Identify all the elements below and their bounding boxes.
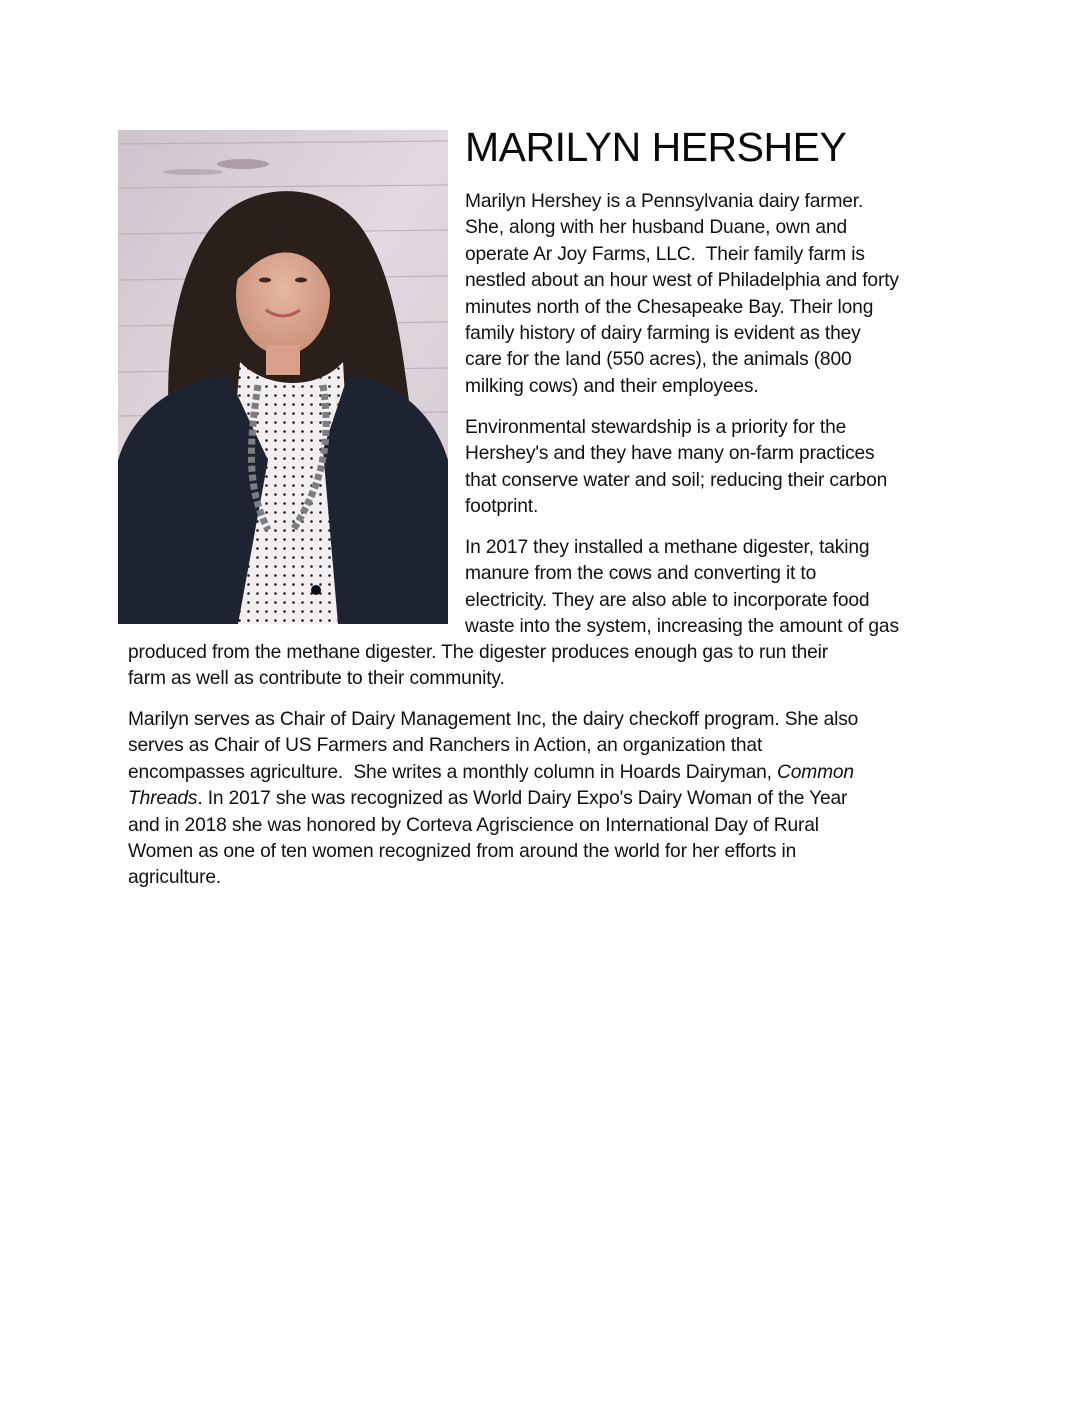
text-line: waste into the system, increasing the amount of gas: [465, 616, 899, 638]
text-line: She, along with her husband Duane, own and: [465, 217, 847, 239]
text-line: produced from the methane digester. The digester produces enough gas to run their: [128, 642, 829, 663]
text-line: In 2017 they installed a methane digester, taking: [465, 537, 870, 558]
bio-paragraph-environment: [465, 415, 965, 521]
text-line: operate Ar Joy Farms, LLC. Their family farm is: [465, 243, 865, 265]
text-line: care for the land (550 acres), the animals (800: [465, 349, 852, 371]
text-line: that conserve water and soil; reducing their carbon: [465, 469, 888, 491]
text-line: milking cows) and their employees.: [465, 375, 759, 397]
text-line: and in 2018 she was honored by Corteva Agriscience on International Day of Rural: [128, 814, 819, 836]
portrait-photo-icon: [118, 130, 448, 624]
text-line: [128, 786, 968, 812]
text-line: Environmental stewardship is a priority for the: [465, 417, 847, 438]
text-line: [128, 760, 968, 786]
bio-paragraph-digester: [465, 535, 965, 641]
portrait-photo: [118, 130, 448, 624]
text-line: agriculture.: [128, 867, 222, 889]
publication-title: Threads: [128, 788, 198, 810]
text-line: electricity. They are also able to incorporate food: [465, 589, 870, 611]
text-line: Hershey's and they have many on-farm practices: [465, 443, 875, 465]
text-line: family history of dairy farming is evident as they: [465, 323, 861, 345]
text-line: farm as well as contribute to their community.: [128, 668, 505, 690]
text-line: minutes north of the Chesapeake Bay. Their long: [465, 296, 874, 318]
bio-paragraph-intro: [465, 189, 965, 400]
text-line: Marilyn Hershey is a Pennsylvania dairy farmer.: [465, 191, 864, 212]
text-line: nestled about an hour west of Philadelphia and forty: [465, 270, 899, 292]
bio-paragraph-digester-continued: [128, 640, 968, 693]
publication-title: Common: [777, 761, 854, 783]
text-fragment: . In 2017 she was recognized as World Dairy Expo's Dairy Woman of the Year: [197, 788, 848, 810]
page-title: MARILYN HERSHEY: [465, 124, 847, 170]
text-line: manure from the cows and converting it to: [465, 563, 817, 585]
text-line: Marilyn serves as Chair of Dairy Management Inc, the dairy checkoff program. She also: [128, 709, 859, 730]
text-line: footprint.: [465, 496, 539, 518]
text-line: Women as one of ten women recognized from around the world for her efforts in: [128, 841, 797, 863]
bio-paragraph-leadership: [128, 707, 968, 892]
text-fragment: encompasses agriculture. She writes a monthly column in Hoards Dairyman,: [128, 761, 778, 783]
text-line: serves as Chair of US Farmers and Ranchers in Action, an organization that: [128, 735, 763, 757]
